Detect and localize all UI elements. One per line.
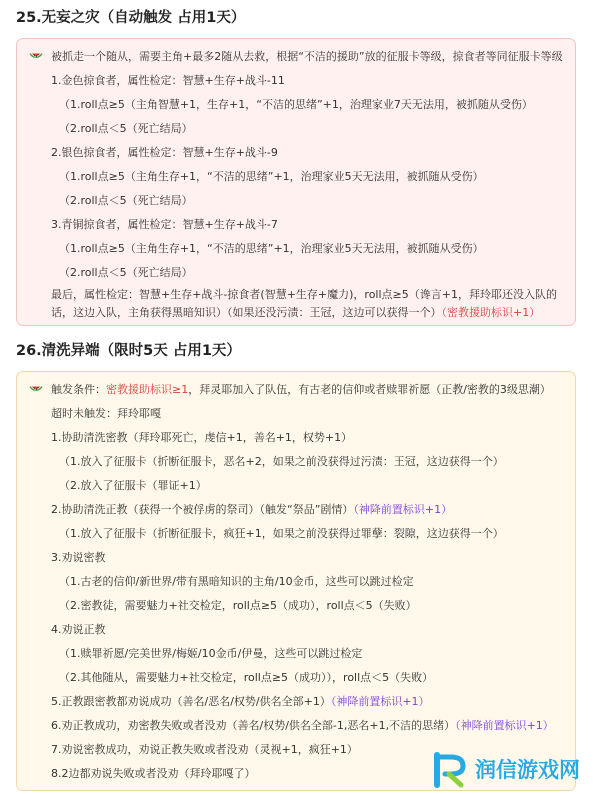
option-4-sub-1: （1.赎罪祈愿/完美世界/梅姬/10金币/伊曼，这些可以跳过检定 (59, 647, 363, 660)
bronze-predator-label: 3.青铜掠食者，属性检定：智慧+生存+战斗-7 (51, 218, 278, 231)
descent-tag: （神降前置标识+1） (330, 695, 430, 708)
section-25-callout (16, 38, 576, 326)
section-26-title: 26.清洗异端（限时5天 占用1天） (16, 343, 241, 359)
option-1: 1.协助清洗密教（拜玲耶死亡，虔信+1，善名+1，权势+1） (51, 431, 353, 444)
gold-predator-success: （1.roll点≥5（主角智慧+1，生存+1，“不洁的思绪”+1，治理家业7天无法用，被抓随从受伤） (59, 98, 533, 111)
watermark-text: 润信游戏网 (475, 758, 580, 782)
descent-tag: （神降前置标识+1） (353, 503, 453, 516)
cult-aid-requirement-tag: 密教援助标识≥1 (106, 383, 189, 396)
outcome-5-text: 5.正教跟密教都劝说成功（善名/恶名/权势/供名全部+1） (51, 695, 331, 708)
watermelon-icon (28, 382, 44, 398)
section-26-callout (16, 371, 576, 791)
final-check-text: 话，这边入队，主角获得黑暗知识）（如果还没污渍：王冠，这边可以获得一个） (51, 306, 442, 319)
trigger-condition (51, 382, 551, 398)
final-check-line-2 (51, 305, 540, 321)
section-25-title: 25.无妄之灾（自动触发 占用1天） (16, 10, 246, 26)
outcome-6-text: 6.劝正教成功，劝密教失败或者没劝（善名/权势/供名全部-1,恶名+1,不洁的思绪） (51, 719, 456, 732)
option-2-text: 2.协助清洗正教（获得一个被俘虏的祭司）（触发“祭品”剧情） (51, 503, 354, 516)
site-logo-icon (431, 752, 471, 788)
timeout-note: 超时未触发：拜玲耶嘎 (51, 407, 161, 420)
outcome-7: 7.劝说密教成功，劝说正教失败或者没劝（灵视+1，疯狂+1） (51, 743, 358, 756)
gold-predator-fail: （2.roll点＜5（死亡结局） (59, 122, 193, 135)
outcome-6 (51, 718, 554, 734)
trigger-prefix: 触发条件： (51, 383, 106, 396)
outcome-5 (51, 694, 430, 710)
silver-predator-success: （1.roll点≥5（主角生存+1，“不洁的思绪”+1，治理家业5天无法用，被抓随从受伤） (59, 170, 484, 183)
option-3-sub-2: （2.密教徒，需要魅力+社交检定，roll点≥5（成功），roll点＜5（失败） (59, 599, 417, 612)
option-3-sub-1: （1.古老的信仰/新世界/带有黑暗知识的主角/10金币，这些可以跳过检定 (59, 575, 414, 588)
option-2 (51, 502, 452, 518)
silver-predator-label: 2.银色掠食者，属性检定：智慧+生存+战斗-9 (51, 146, 278, 159)
trigger-suffix: ，拜灵耶加入了队伍，有古老的信仰或者赎罪祈愿（正教/密教的3级思潮） (188, 383, 551, 396)
option-4: 4.劝说正教 (51, 623, 106, 636)
watermelon-icon (28, 49, 44, 65)
bronze-predator-success: （1.roll点≥5（主角生存+1，“不洁的思绪”+1，治理家业5天无法用，被抓随从受伤） (59, 242, 484, 255)
outcome-8: 8.2边都劝说失败或者没劝（拜玲耶嘎了） (51, 767, 256, 780)
silver-predator-fail: （2.roll点＜5（死亡结局） (59, 194, 193, 207)
section-25-intro: 被抓走一个随从，需要主角+最多2随从去救，根据“不洁的援助”放的征服卡等级，掠食者等同征服卡等级 (51, 50, 563, 63)
option-1-sub-2: （2.放入了征服卡（罪证+1） (59, 479, 207, 492)
final-check-line-1: 最后，属性检定：智慧+生存+战斗-掠食者(智慧+生存+魔力)，roll点≥5（谗言+1，拜玲耶还没入队的 (51, 288, 557, 301)
option-1-sub-1: （1.放入了征服卡（折断征服卡，恶名+2，如果之前没获得过污渍：王冠，这边获得一个） (59, 455, 504, 468)
descent-tag: （神降前置标识+1） (455, 719, 554, 732)
cult-aid-tag: （密教援助标识+1） (441, 306, 541, 319)
gold-predator-label: 1.金色掠食者，属性检定：智慧+生存+战斗-11 (51, 74, 285, 87)
bronze-predator-fail: （2.roll点＜5（死亡结局） (59, 266, 193, 279)
option-2-sub-1: （1.放入了征服卡（折断征服卡，疯狂+1，如果之前没获得过罪孽：裂隙，这边获得一个） (59, 527, 504, 540)
site-watermark (431, 750, 591, 790)
option-3: 3.劝说密教 (51, 551, 106, 564)
option-4-sub-2: （2.其他随从，需要魅力+社交检定，roll点≥5（成功）），roll点＜5（失败） (59, 671, 434, 684)
